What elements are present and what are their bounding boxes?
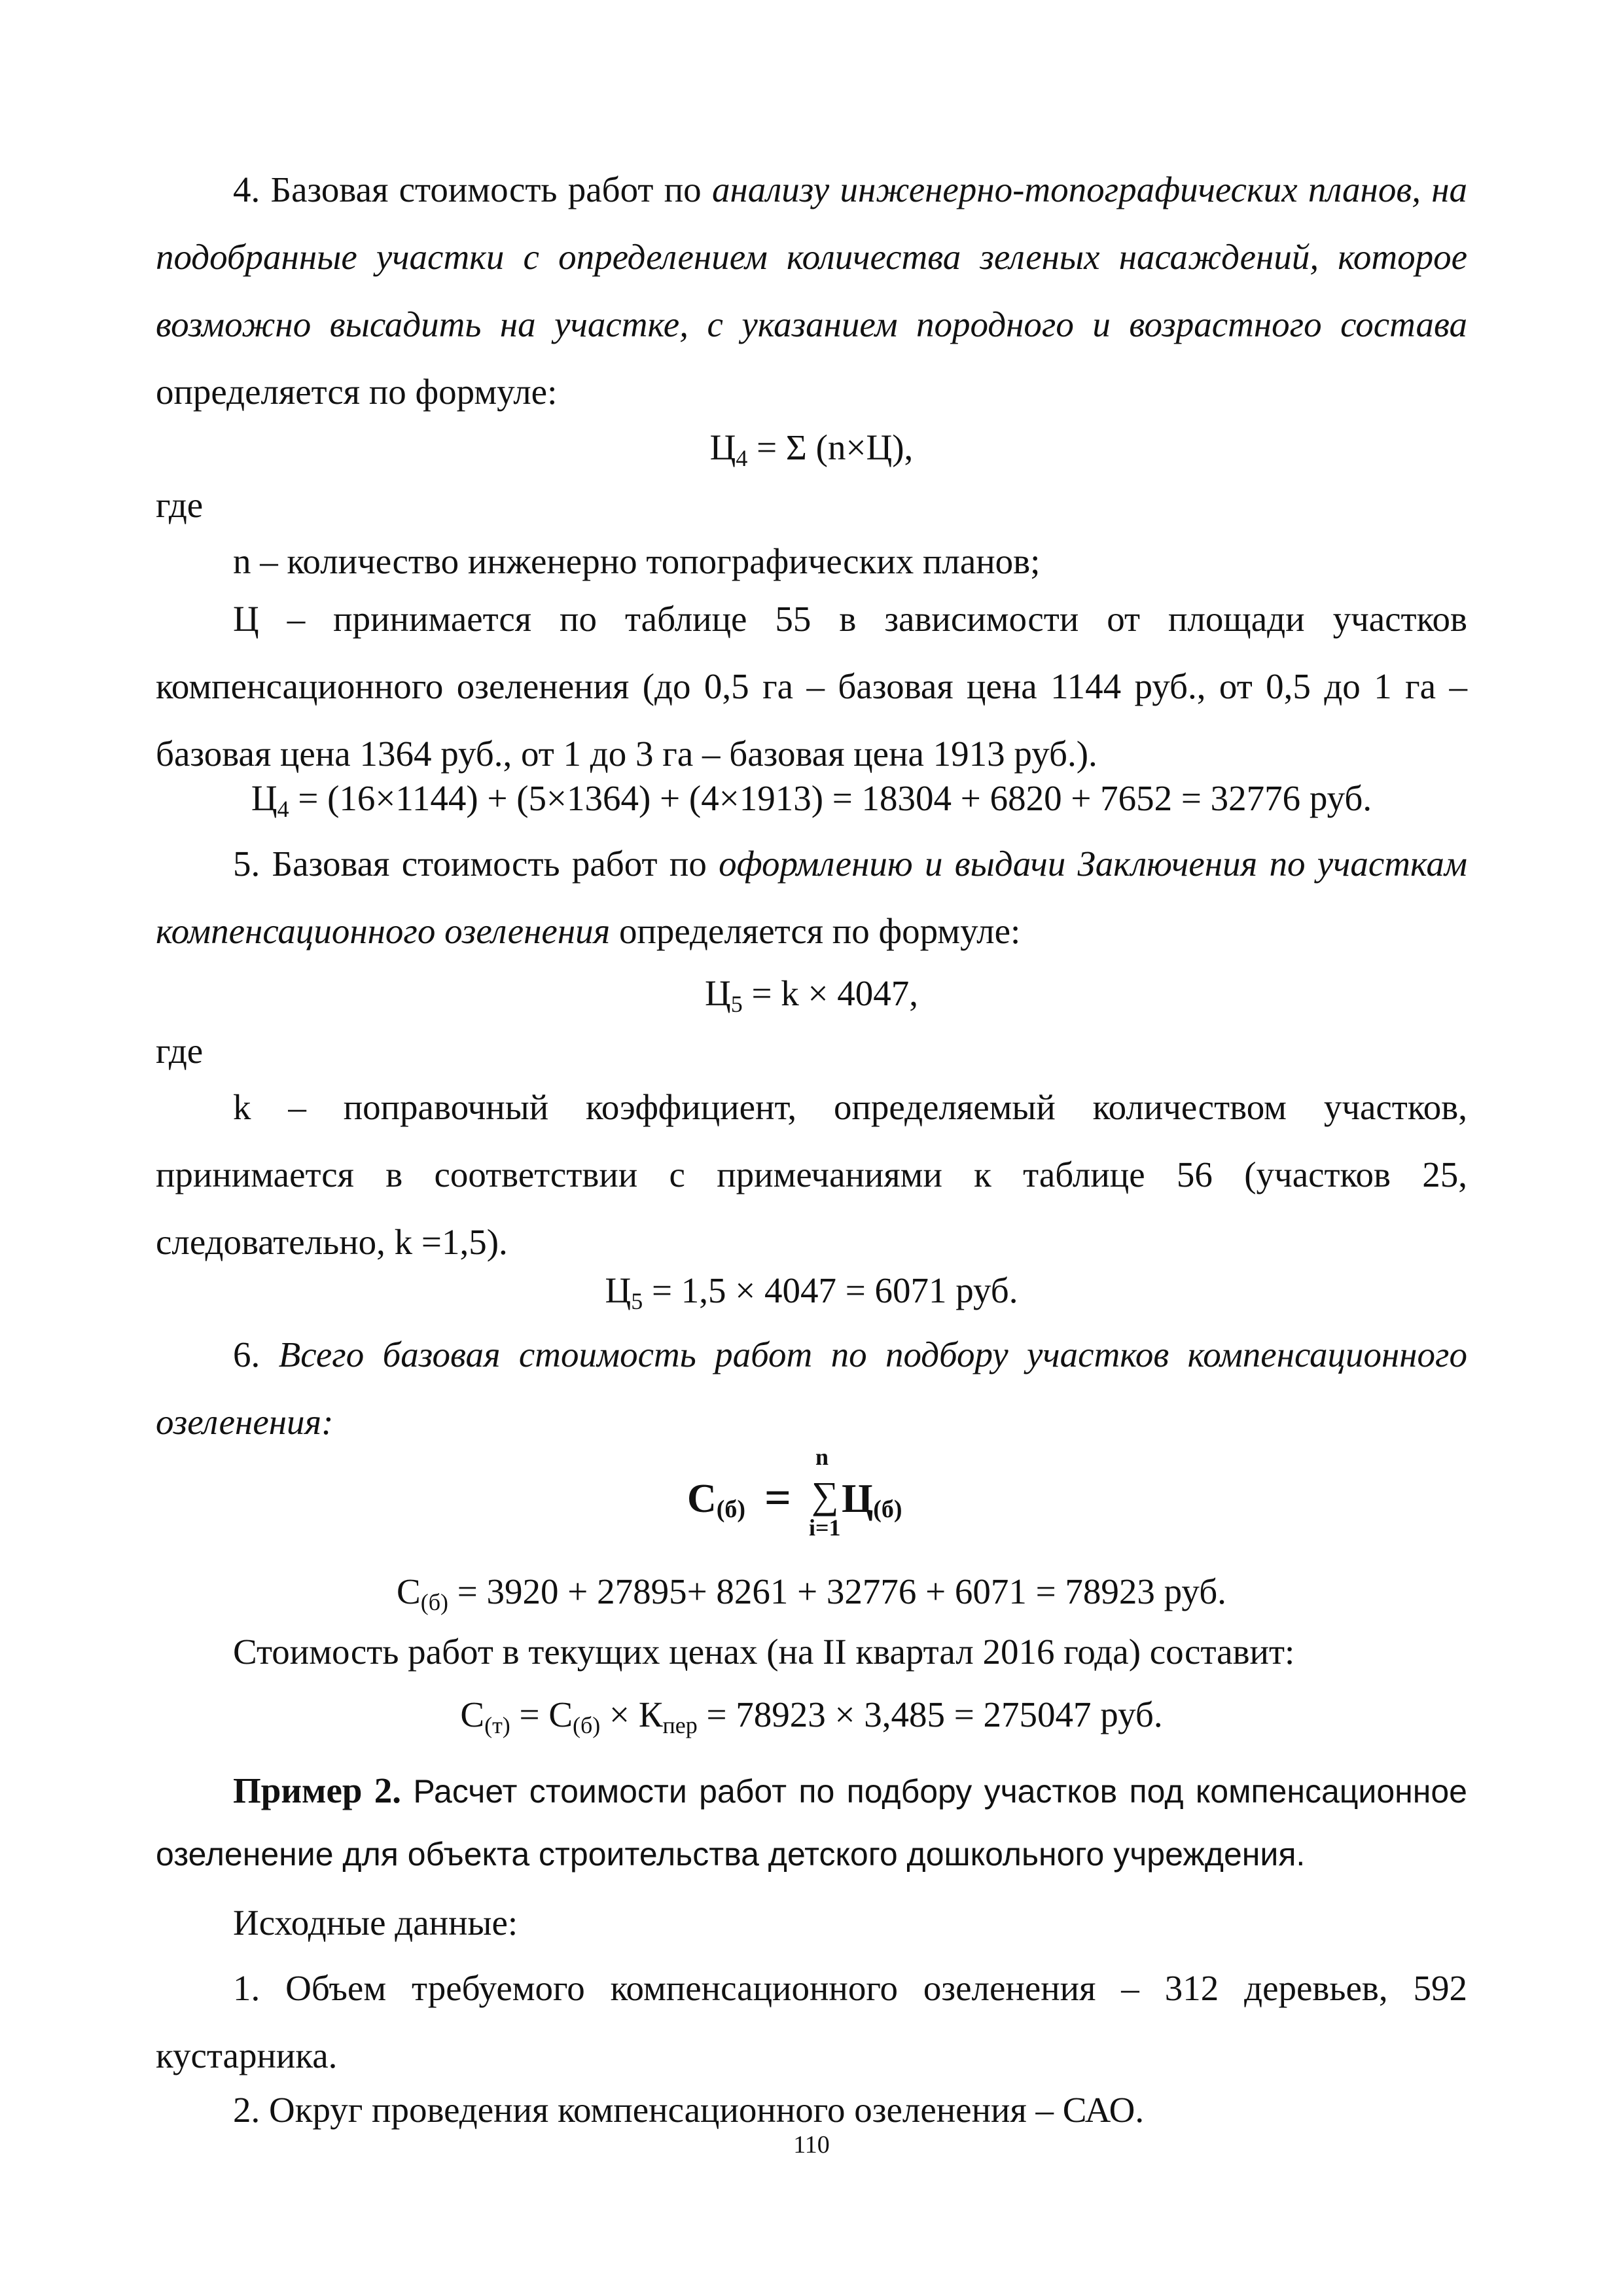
calculation-c5 [156,1257,1467,1324]
paragraph-4-italic: анализу инженерно-топографических планов, на подобранные участки с определением количества зеленых насаждений, которое возможно высадить на участке, с указанием породного и возрастного состава [156,170,1467,344]
calculation-current-c: × К [600,1695,663,1734]
sum-formula-rhs-sub: (б) [873,1496,902,1523]
sum-upper-limit: n [815,1444,829,1470]
formula-c5-rhs: = k × 4047, [742,973,919,1013]
definition-n: n – количество инженерно топографических планов; [233,541,1041,581]
definition-k: k – поправочный коэффициент, определяемый количеством участков, принимается в соответствии с примечаниями к таблице 56 (участков 25, следовательно, k =1,5). [156,1087,1467,1262]
paragraph-5-tail: определяется по формуле: [610,911,1021,951]
formula-c5 [156,960,1467,1027]
where-label-2: где [156,1031,204,1071]
list-item-1: 1. Объем требуемого компенсационного озеленения – 312 деревьев, 592 кустарника. [156,1968,1467,2075]
calculation-current [156,1681,1467,1748]
calculation-total-lhs: С [397,1571,421,1611]
formula-c4-sub: 4 [736,445,748,471]
paragraph-4 [156,156,1467,425]
sum-formula-equals: = [764,1471,792,1524]
definition-c: Ц – принимается по таблице 55 в зависимости от площади участков компенсационного озеленения (до 0,5 га – базовая цена 1144 руб., от 0,5 до 1 га – базовая цена 1364 руб., от 1 до 3 га – базовая цена 1913 руб.). [156,599,1467,774]
example-2-paragraph [156,1759,1467,1886]
sum-formula-lhs [687,1476,745,1522]
paragraph-6-start: 6. [233,1335,279,1374]
list-item-2: 2. Округ проведения компенсационного озеленения – САО. [233,2090,1145,2130]
sum-formula-rhs [842,1476,902,1522]
formula-c5-lhs: Ц [704,973,731,1013]
paragraph-4-tail: определяется по формуле: [156,372,558,412]
paragraph-5-italic: оформлению и выдачи Заключения по участкам компенсационного озеленения [156,844,1467,951]
example-2-label: Пример 2. [233,1770,401,1810]
page-number: 110 [793,2131,830,2159]
calculation-c4-sub: 4 [277,796,289,822]
calculation-c5-rhs: = 1,5 × 4047 = 6071 руб. [643,1270,1018,1310]
sum-lower-limit: i=1 [809,1515,841,1541]
paragraph-4-start: 4. Базовая стоимость работ по [233,170,712,209]
sum-formula-lhs-sub: (б) [716,1496,746,1523]
current-prices-line: Стоимость работ в текущих ценах (на II квартал 2016 года) составит: [233,1632,1295,1672]
calculation-current-a-sub: (т) [484,1712,510,1738]
formula-c4 [156,414,1467,481]
formula-c4-lhs: Ц [709,427,736,467]
paragraph-5 [156,830,1467,965]
calculation-c4-rhs: = (16×1144) + (5×1364) + (4×1913) = 18304 + 6820 + 7652 = 32776 руб. [289,778,1372,818]
paragraph-5-start: 5. Базовая стоимость работ по [233,844,719,884]
sum-formula-lhs-letter: С [687,1477,717,1521]
paragraph-6-italic: Всего базовая стоимость работ по подбору участков компенсационного озеленения: [156,1335,1468,1442]
initial-data-heading: Исходные данные: [233,1903,518,1943]
sum-formula-rhs-letter: Ц [842,1477,874,1521]
calculation-c5-sub: 5 [631,1288,643,1314]
calculation-current-a: С [460,1695,485,1734]
calculation-current-d: = 78923 × 3,485 = 275047 руб. [697,1695,1163,1734]
where-label-1: где [156,485,204,525]
calculation-c4 [156,764,1467,832]
formula-c4-rhs: = Σ (n×Ц), [747,427,914,467]
calculation-c4-lhs: Ц [251,778,277,818]
calculation-current-b: = С [510,1695,573,1734]
calculation-c5-lhs: Ц [605,1270,632,1310]
paragraph-6 [156,1321,1467,1456]
formula-c5-sub: 5 [730,991,743,1017]
sum-formula [687,1443,962,1554]
example-2-text: Расчет стоимости работ по подбору участков под компенсационное озеленение для объекта строительства детского дошкольного учреждения. [156,1773,1467,1873]
calculation-total [156,1558,1467,1625]
calculation-total-sub: (б) [420,1589,449,1615]
calculation-total-rhs: = 3920 + 27895+ 8261 + 32776 + 6071 = 78923 руб. [448,1571,1226,1611]
calculation-current-c-sub: пер [662,1712,698,1738]
calculation-current-b-sub: (б) [573,1712,601,1738]
sigma-symbol: ∑ [812,1474,839,1516]
